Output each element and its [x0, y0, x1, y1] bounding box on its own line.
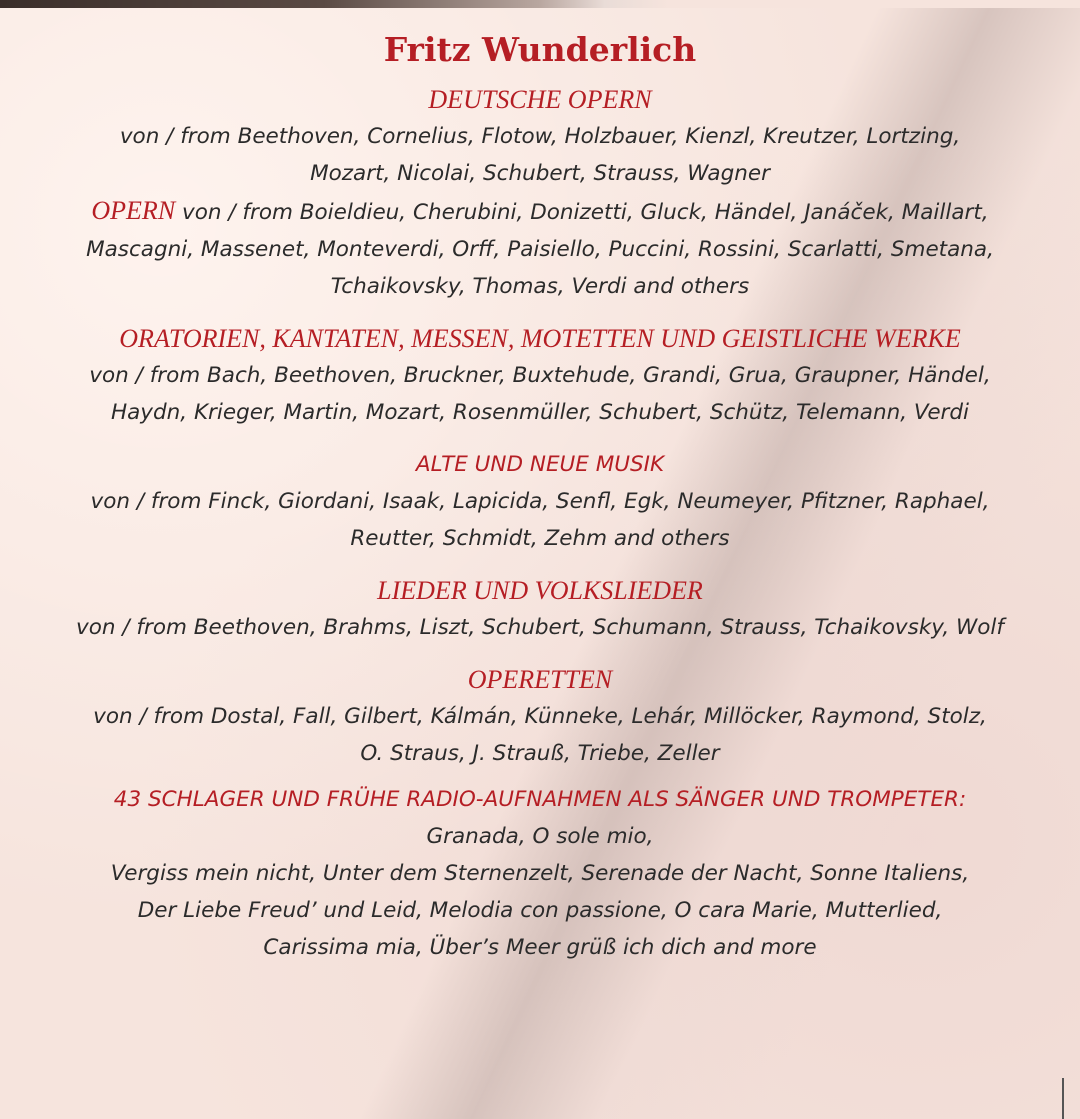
heading-schlager: 43 SCHLAGER UND FRÜHE RADIO-AUFNAHMEN ALS SÄNGER UND TROMPETER:	[113, 787, 967, 812]
opern-line-2: Mascagni, Massenet, Monteverdi, Orff, Paisiello, Puccini, Rossini, Scarlatti, Smetana,	[86, 237, 994, 262]
alte-neue-line-1: von / from Finck, Giordani, Isaak, Lapicida, Senfl, Egk, Neumeyer, Pfitzner, Raphael,	[90, 489, 990, 514]
heading-alte-neue-musik: ALTE UND NEUE MUSIK	[415, 452, 665, 477]
track-listing	[0, 28, 1080, 966]
deutsche-opern-line-2: Mozart, Nicolai, Schubert, Strauss, Wagner	[310, 161, 770, 186]
heading-operetten: OPERETTEN	[467, 665, 613, 694]
oratorien-line-1: von / from Bach, Beethoven, Bruckner, Buxtehude, Grandi, Grua, Graupner, Händel,	[89, 363, 991, 388]
lieder-line-1: von / from Beethoven, Brahms, Liszt, Schubert, Schumann, Strauss, Tchaikovsky, Wolf	[76, 615, 1004, 640]
opern-line-1	[0, 192, 1080, 231]
operetten-line-2: O. Straus, J. Strauß, Triebe, Zeller	[360, 741, 720, 766]
edge-line	[1062, 1078, 1064, 1119]
schlager-line-3: Der Liebe Freud’ und Leid, Melodia con passione, O cara Marie, Mutterlied,	[137, 898, 943, 923]
page-title: Fritz Wunderlich	[383, 30, 697, 69]
schlager-line-2: Vergiss mein nicht, Unter dem Sternenzelt, Serenade der Nacht, Sonne Italiens,	[110, 861, 970, 886]
schlager-line-1: Granada, O sole mio,	[426, 824, 654, 849]
schlager-line-4: Carissima mia, Über’s Meer grüß ich dich and more	[263, 935, 817, 960]
opern-line-3: Tchaikovsky, Thomas, Verdi and others	[330, 274, 750, 299]
heading-deutsche-opern: DEUTSCHE OPERN	[428, 85, 652, 114]
operetten-line-1: von / from Dostal, Fall, Gilbert, Kálmán, Künneke, Lehár, Millöcker, Raymond, Stolz,	[93, 704, 987, 729]
heading-opern: OPERN	[91, 196, 176, 225]
heading-lieder: LIEDER UND VOLKSLIEDER	[377, 576, 703, 605]
alte-neue-line-2: Reutter, Schmidt, Zehm and others	[350, 526, 730, 551]
heading-oratorien: ORATORIEN, KANTATEN, MESSEN, MOTETTEN UND GEISTLICHE WERKE	[119, 324, 961, 353]
opern-line-1-text: von / from Boieldieu, Cherubini, Donizetti, Gluck, Händel, Janáček, Maillart,	[175, 200, 989, 225]
top-photo-strip	[0, 0, 1080, 8]
oratorien-line-2: Haydn, Krieger, Martin, Mozart, Rosenmüller, Schubert, Schütz, Telemann, Verdi	[110, 400, 970, 425]
deutsche-opern-line-1: von / from Beethoven, Cornelius, Flotow, Holzbauer, Kienzl, Kreutzer, Lortzing,	[119, 124, 961, 149]
